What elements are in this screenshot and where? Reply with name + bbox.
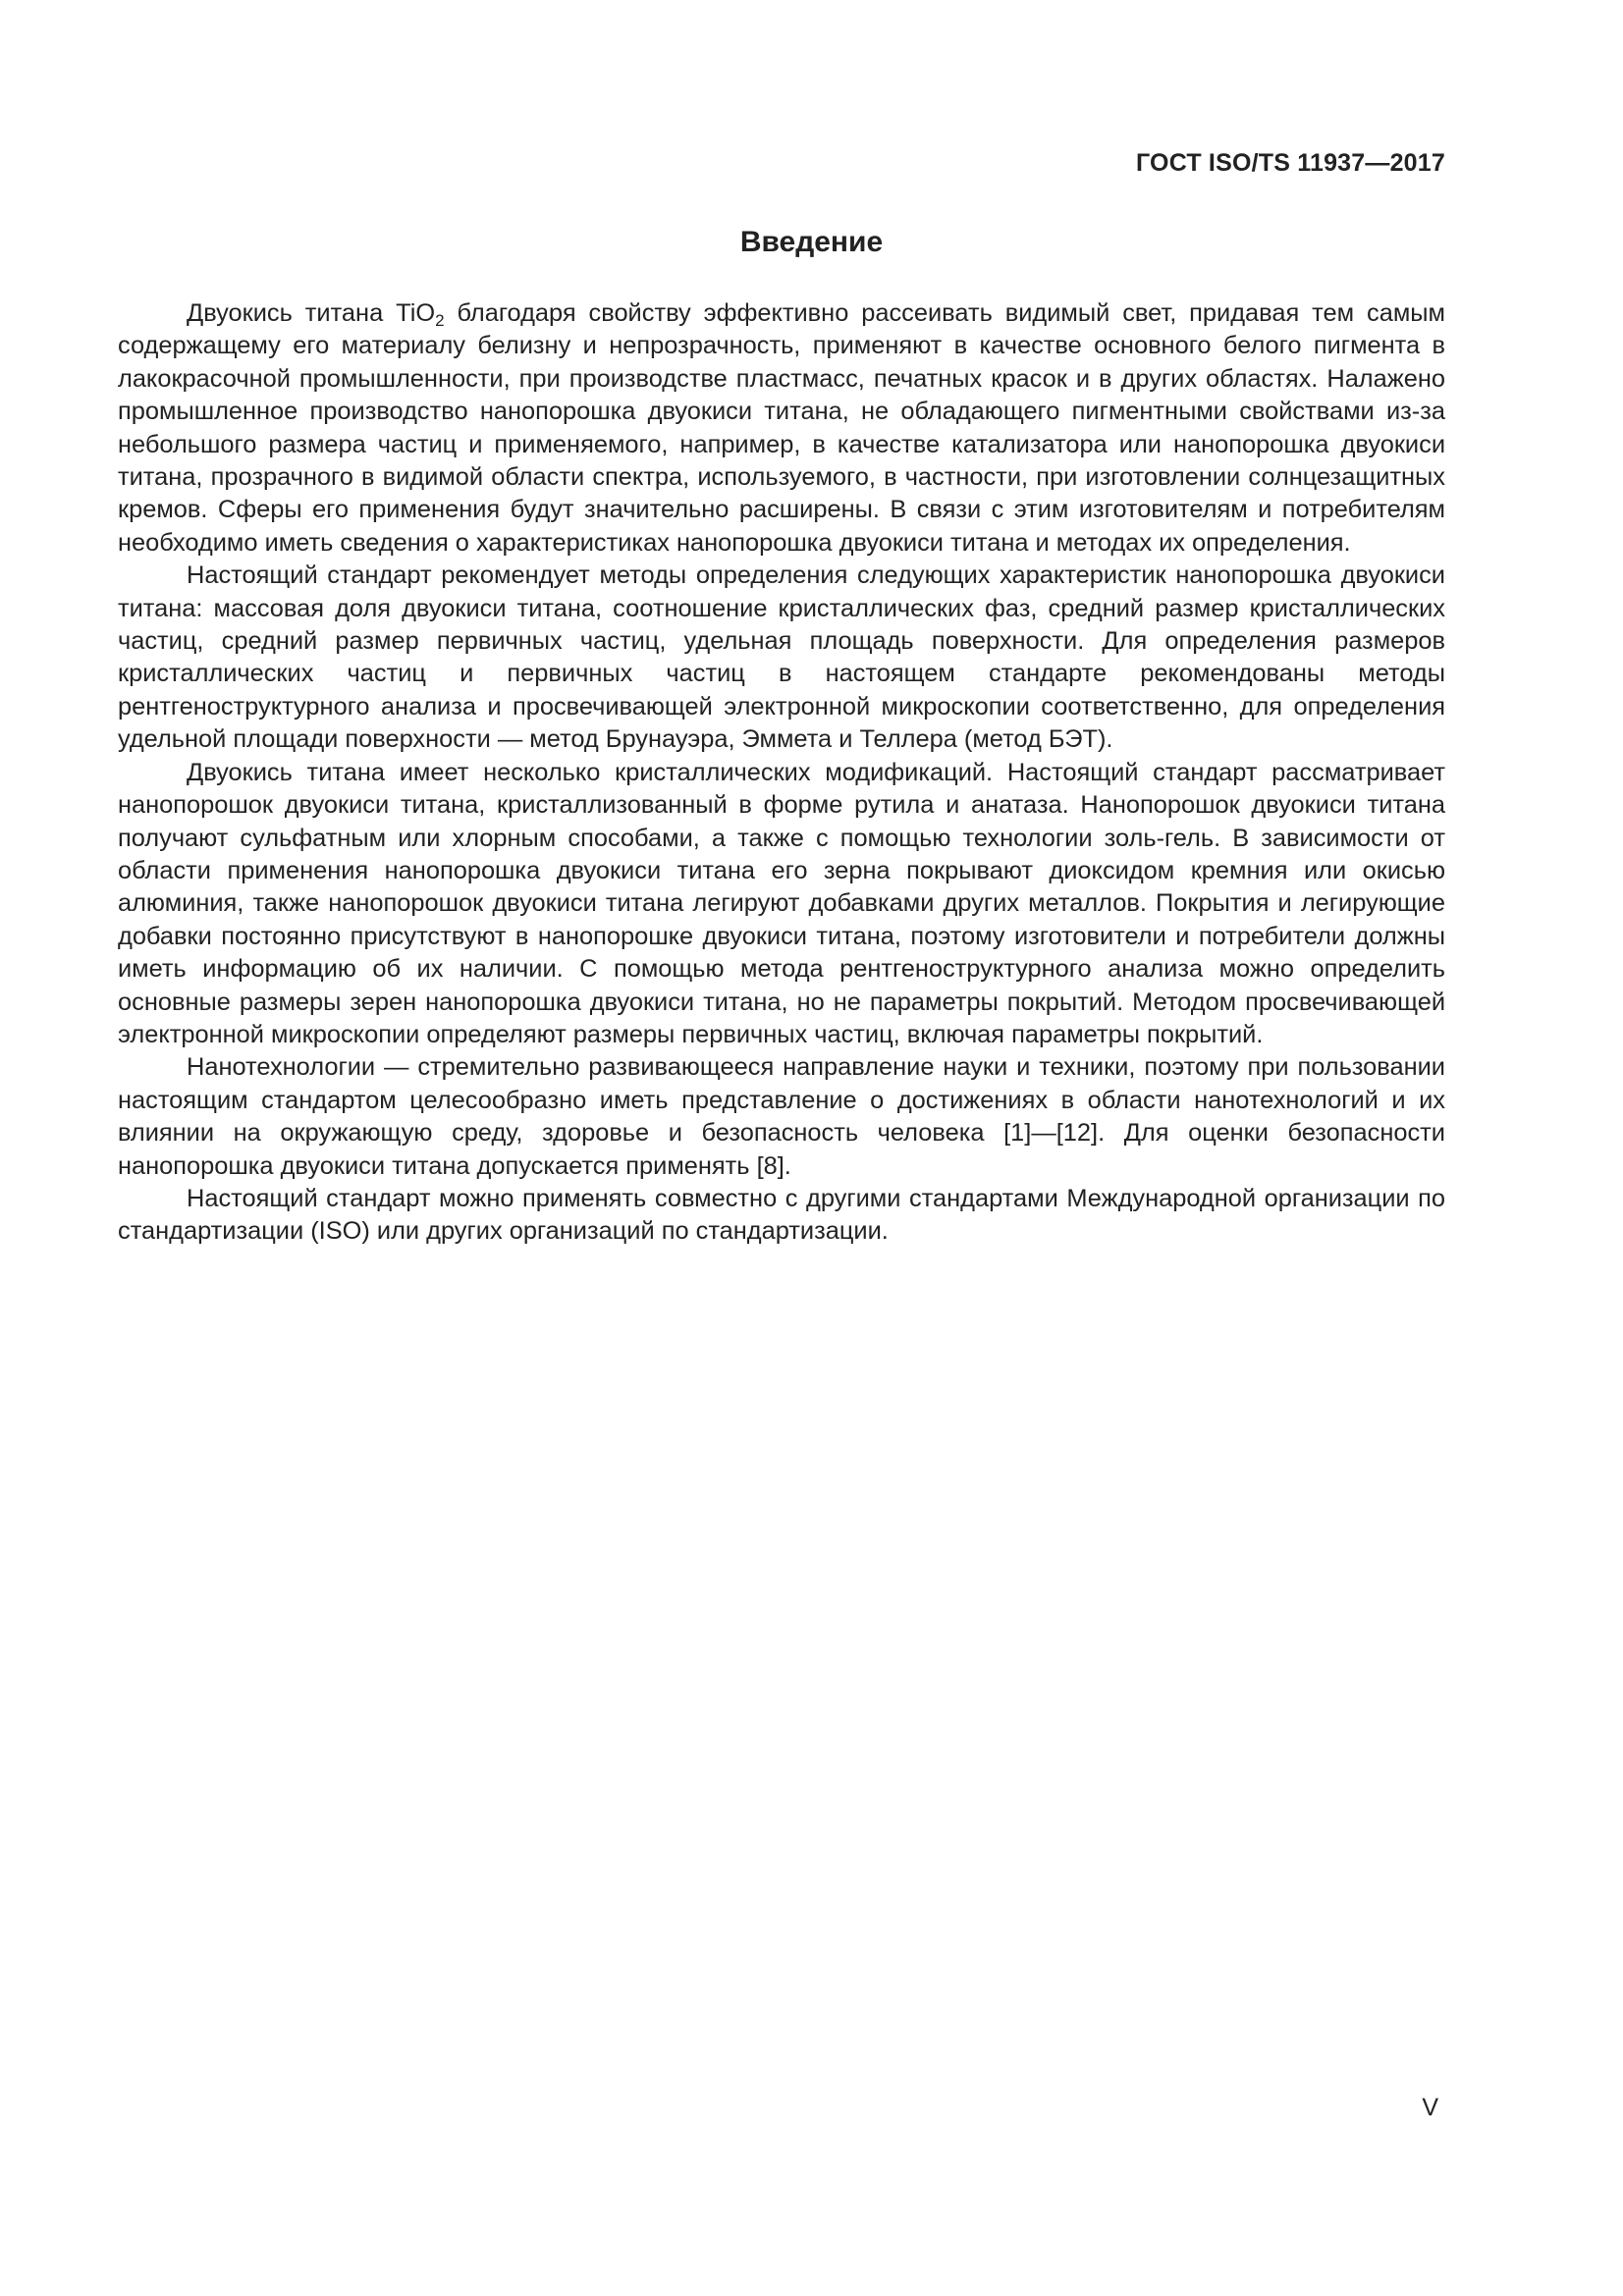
paragraph-2: Настоящий стандарт рекомендует методы определения следующих характеристик нанопорошка двуокиси титана: массовая доля двуокиси титана, соотношение кристаллических фаз, средний размер кристаллических частиц, средний размер первичных частиц, удельная площадь поверхности. Для определения размеров кристаллических частиц и первичных частиц в настоящем стандарте рекомендованы методы рентгеноструктурного анализа и просвечивающей электронной микроскопии соответственно, для определения удельной площади поверхности — метод Брунауэра, Эммета и Теллера (метод БЭТ). <box>118 561 1445 754</box>
paragraph-1 <box>118 297 1445 560</box>
tio2-subscript: 2 <box>435 311 445 330</box>
section-title: Введение <box>739 226 884 258</box>
paragraph-5: Настоящий стандарт можно применять совместно с другими стандартами Международной организации по стандартизации (ISO) или других организаций по стандартизации. <box>118 1184 1445 1246</box>
paragraph-1-start: Двуокись титана TiO <box>187 299 436 327</box>
paragraph-4: Нанотехнологии — стремительно развивающееся направление науки и техники, поэтому при пользовании настоящим стандартом целесообразно иметь представление о достижениях в области нанотехнологий и их влиянии на окружающую среду, здоровье и безопасность человека [1]—[12]. Для оценки безопасности нанопорошка двуокиси титана допускается применять [8]. <box>118 1053 1445 1180</box>
paragraph-1-rest: благодаря свойству эффективно рассеивать видимый свет, придавая тем самым содержащему его материалу белизну и непрозрачность, применяют в качестве основного белого пигмента в лакокрасочной промышленности, при производстве пластмасс, печатных красок и в других областях. Налажено промышленное производство нанопорошка двуокиси титана, не обладающего пигментными свойствами из-за небольшого размера частиц и применяемого, например, в качестве катализатора или нанопорошка двуокиси титана, прозрачного в видимой области спектра, используемого, в частности, при изготовлении солнцезащитных кремов. Сферы его применения будут значительно расширены. В связи с этим изготовителям и потребителям необходимо иметь сведения о характеристиках нанопорошка двуокиси титана и методах их определения. <box>118 299 1446 557</box>
introduction-body <box>118 297 1445 1249</box>
paragraph-3: Двуокись титана имеет несколько кристаллических модификаций. Настоящий стандарт рассматривает нанопорошок двуокиси титана, кристаллизованный в форме рутила и анатаза. Нанопорошок двуокиси титана получают сульфатным или хлорным способами, а также с помощью технологии золь-гель. В зависимости от области применения нанопорошка двуокиси титана его зерна покрывают диоксидом кремния или окисью алюминия, также нанопорошок двуокиси титана легируют добавками других металлов. Покрытия и легирующие добавки постоянно присутствуют в нанопорошке двуокиси титана, поэтому изготовители и потребители должны иметь информацию об их наличии. С помощью метода рентгеноструктурного анализа можно определить основные размеры зерен нанопорошка двуокиси титана, но не параметры покрытий. Методом просвечивающей электронной микроскопии определяют размеры первичных частиц, включая параметры покрытий. <box>118 758 1445 1048</box>
page-number: V <box>1422 2094 1438 2121</box>
standard-code-header: ГОСТ ISO/TS 11937—2017 <box>1136 149 1445 177</box>
